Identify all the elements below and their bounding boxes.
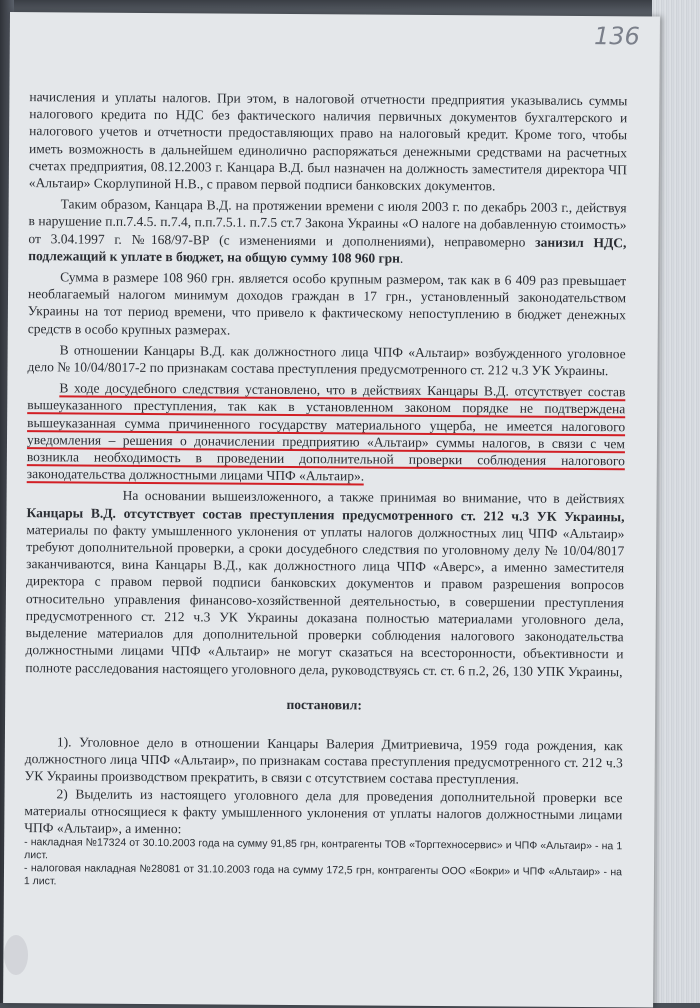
paragraph-8: 2) Выделить из настоящего уголовного дела для проведения дополнительной проверки все материалы относящиеся к факту умышленного уклонения от уплаты налогов должностными лицами ЧПФ «Альтаир», а именно: xyxy=(24,785,623,837)
paragraph-6 xyxy=(25,487,624,680)
paragraph-2 xyxy=(28,195,626,268)
annex-item-1: - накладная №17324 от 30.10.2003 года на сумму 91,85 грн, контрагенты ТОВ «Торгтехносервис» и ЧПФ «Альтаир» - на 1 лист. xyxy=(24,836,623,862)
paragraph-3: Сумма в размере 108 960 грн. является особо крупным размером, так как в 6 409 раз превышает необлагаемый налогом минимум доходов граждан в 17 грн., установленный законодательством Украины на тот период времени, что привело к фактическому непоступлению в бюджет денежных средств в особо крупных размерах. xyxy=(27,269,627,338)
paragraph-6-bold: Канцары В.Д. отсутствует состав преступления предусмотренного ст. 212 ч.3 УК Украины, xyxy=(26,504,625,524)
page-stack-edges xyxy=(652,0,700,1003)
document-page xyxy=(3,12,660,1008)
highlighted-finding: В ходе досудебного следствия установлено, что в действиях Канцары В.Д. отсутствует состав вышеуказанного преступления, так как в установленном законом порядке не подтверждена вышеуказанная сумма причиненного государству материального ущерба, не имеется налогового уведомления – решения о доначислении предприятию «Альтаир» суммы налогов, в связи с чем возникла необходимость в проведении дополнительной проверки соблюдения налогового законодательства должностными лицами ЧПФ «Альтаир». xyxy=(26,380,626,484)
paragraph-5-highlighted xyxy=(27,379,626,486)
paper-smudge xyxy=(4,935,28,975)
paragraph-2-bold: занизил НДС, подлежащий к уплате в бюджет, на общую сумму 108 960 грн xyxy=(28,234,627,266)
paragraph-2-end: . xyxy=(399,250,404,266)
handwritten-page-number: 136 xyxy=(593,22,640,51)
resolution-title: постановил: xyxy=(286,696,362,713)
paragraph-7: 1). Уголовное дело в отношении Канцары Валерия Дмитриевича, 1959 года рождения, как должностного лица ЧПФ «Альтаир», по признакам состава преступления предусмотренного ст. 212 ч.3 УК Украины производством прекратить, в связи с отсутствием состава преступления. xyxy=(24,734,623,787)
paragraph-6-end: материалы по факту умышленного уклонения от уплаты налогов должностных лиц ЧПФ «Альтаир» требуют дополнительной проверки, а сроки досудебного следствия по уголовному делу № 10/04/8017 заканчиваются, вина Канцары В.Д., как должностного лица ЧПФ «Аверс», а именно заместителя директора с правом первой подписи банковских документов и правом разрешения вопросов относительно управления финансово-хозяйственной деятельностью, в совершении преступления предусмотренного ст. 212 ч.3 УК Украины доказана полностью материалами уголовного дела, выделение материалов для дополнительной проверки соблюдения налогового законодательства должностными лицами ЧПФ «Альтаир» не могут сказаться на всесторонности, объективности и полноте расследования настоящего уголовного дела, руководствуясь ст. ст. 6 п.2, 26, 130 УПК Украины, xyxy=(25,522,625,679)
paragraph-2-start: Таким образом, Канцара В.Д. на протяжении времени с июля 2003 г. по декабрь 2003 г., действуя в нарушение п.п.7.4.5. п.7.4, п.п.7.5.1. п.7.5 ст.7 Закона Украины «О налоге на добавленную стоимость» от 3.04.1997 г. №168/97-ВР (с изменениями и дополнениями), неправомерно xyxy=(28,196,627,250)
annex-item-2: - налоговая накладная №28081 от 31.10.2003 года на сумму 172,5 грн, контрагенты ООО «Бокри» и ЧПФ «Альтаир» - на 1 лист. xyxy=(23,862,623,888)
paragraph-4: В отношении Канцары В.Д. как должностного лица ЧПФ «Альтаир» возбужденного уголовное дело № 10/04/8017-2 по признакам состава преступления предусмотренного ст. 212 ч.3 УК Украины. xyxy=(27,342,626,379)
paragraph-6-start: На основании вышеизложенного, а также принимая во внимание, что в действиях xyxy=(122,488,625,507)
paragraph-1: начисления и уплаты налогов. При этом, в налоговой отчетности предприятия указывались суммы налогового кредита по НДС без фактического наличия первичных документов бухгалтерского и налогового учетов и отчетности предоставляющих право на налоговый кредит. Кроме того, чтобы иметь возможность в дальнейшем единолично распоряжаться денежными средствами на расчетных счетах предприятия, 08.12.2003 г. Канцара В.Д. был назначен на должность заместителя директора ЧП «Альтаир» Скорлупиной Н.В., с правом первой подписи банковских документов. xyxy=(28,89,628,194)
document-body xyxy=(24,88,628,892)
